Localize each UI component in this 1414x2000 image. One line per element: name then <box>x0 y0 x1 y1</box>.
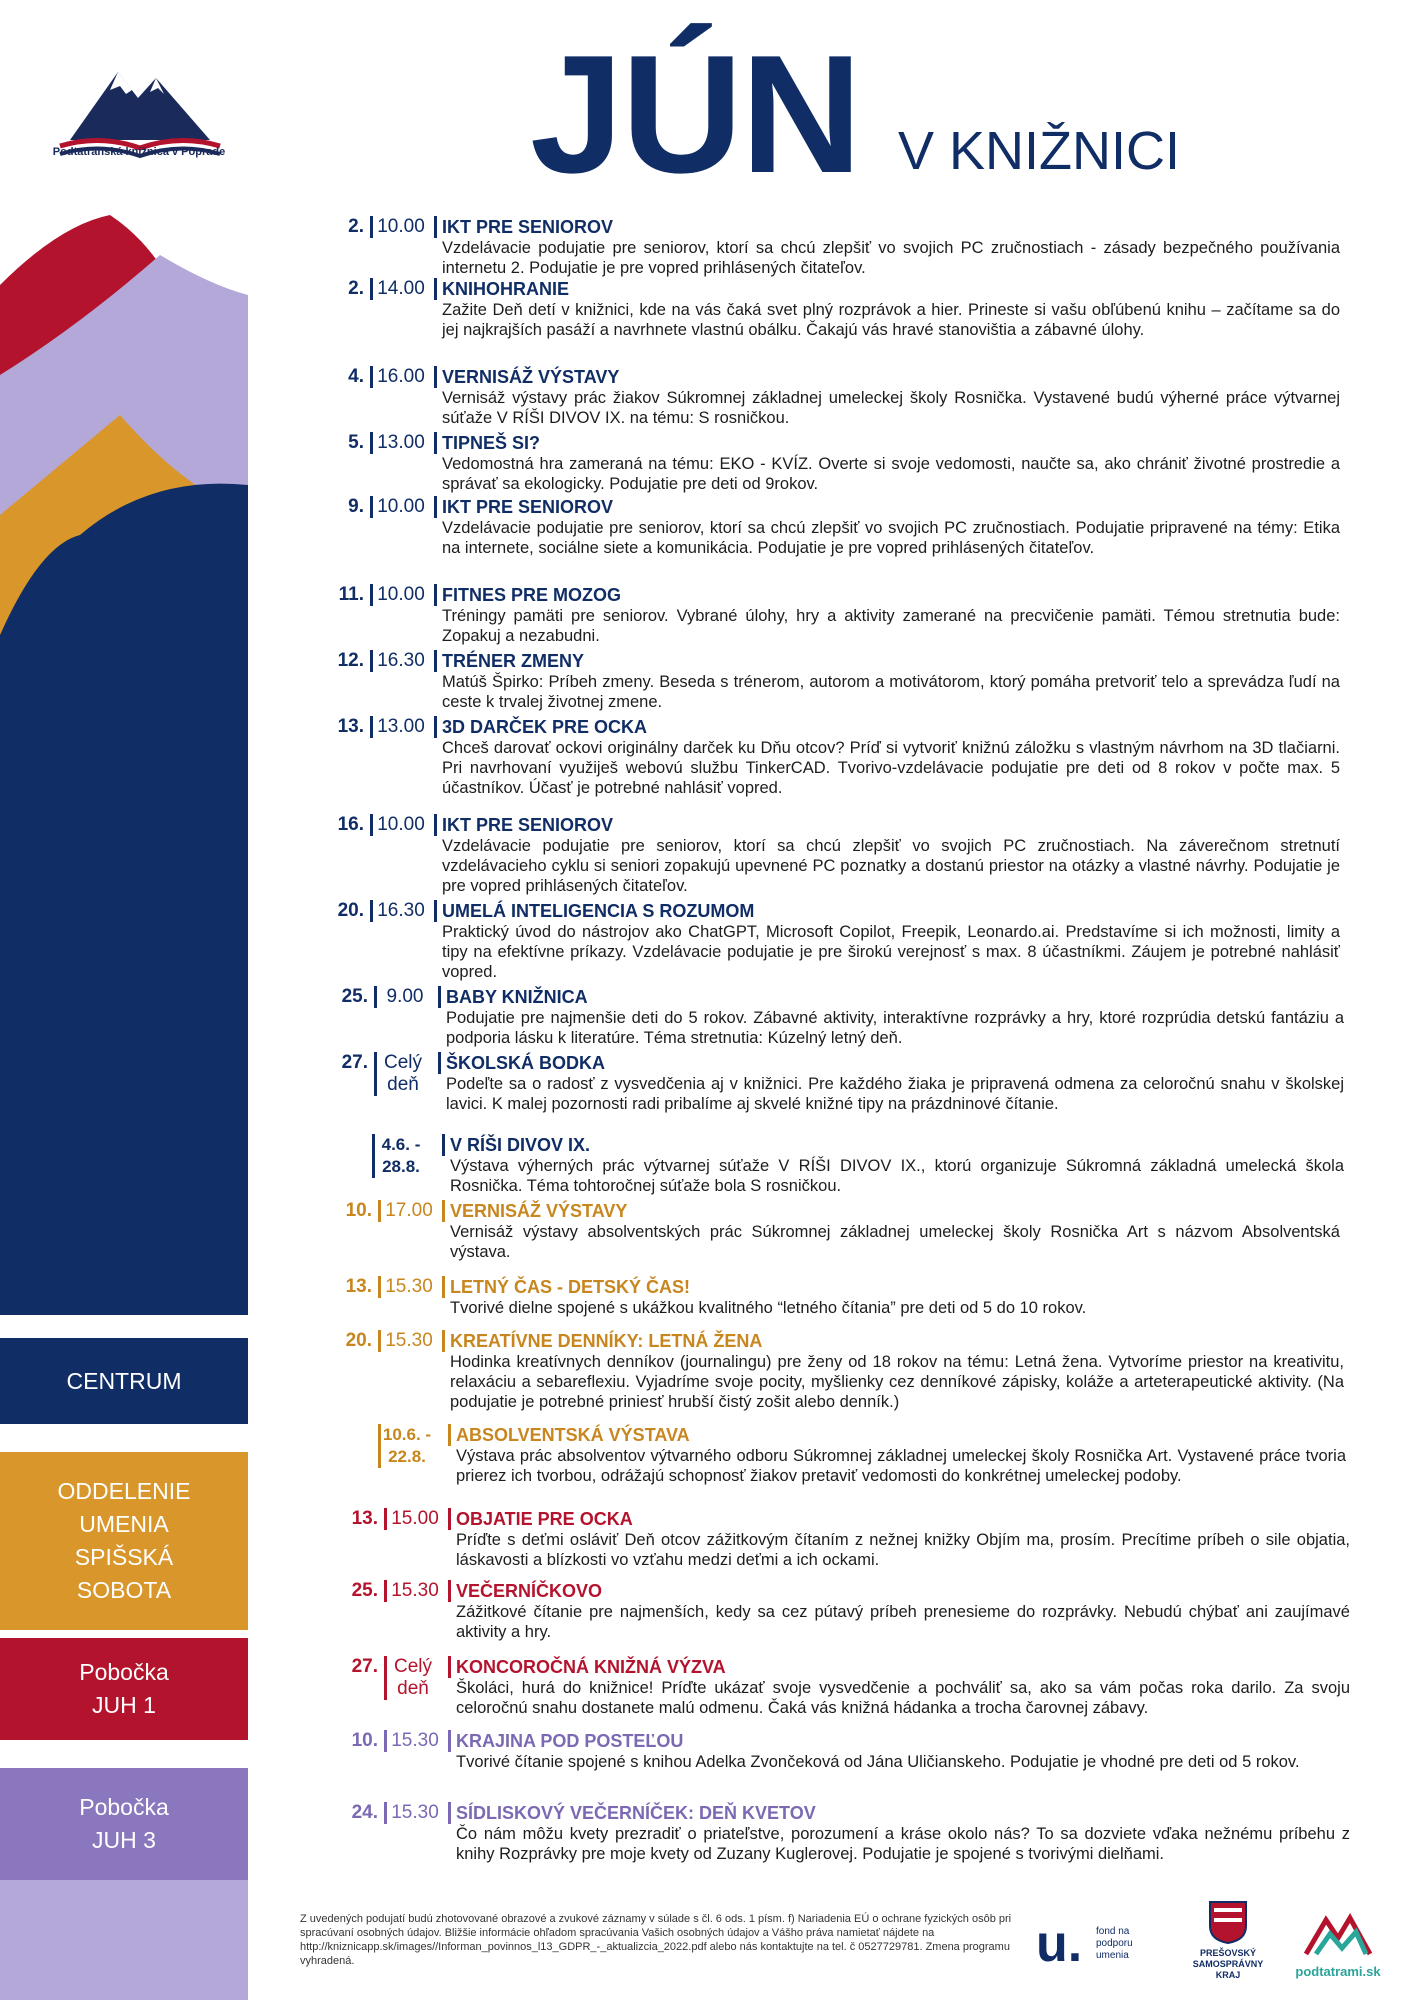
divider-line <box>434 216 437 238</box>
event-title: KREATÍVNE DENNÍKY: LETNÁ ŽENA <box>450 1331 763 1351</box>
event-time: Celý deň <box>393 1656 432 1699</box>
section-label: ODDELENIE <box>57 1478 191 1504</box>
event-description: Výstava prác absolventov výtvarného odboru Súkromnej základnej umeleckej školy Rosnička Art. Vystavené práce tvoria prierez ich tvorbou, odrážajú schopnosť žiakov pretaviť vedomosti do konkrétnej umeleckej podoby. <box>456 1447 1346 1485</box>
event-description: Matúš Špirko: Príbeh zmeny. Beseda s trénerom, autorom a motivátorom, ktorý pomáha pretvoriť telo a sprevádza ľudí na ceste k trvalej životnej zmene. <box>442 673 1340 711</box>
divider-line <box>448 1730 451 1752</box>
event-time: 15.30 <box>391 1580 439 1601</box>
section-label: SOBOTA <box>76 1577 172 1603</box>
divider-line <box>448 1424 451 1446</box>
event-title: TRÉNER ZMENY <box>442 651 585 671</box>
event-day: 13. <box>351 1508 378 1529</box>
event-day: 11. <box>338 584 364 605</box>
event-description: Vernisáž výstavy prác žiakov Súkromnej základnej umeleckej školy Rosnička. Vystavené budú výherné práce výtvarnej súťaže V RÍŠI DIVOV IX. na tému: S rosničkou. <box>442 389 1340 427</box>
section-juh3 <box>0 1768 248 1880</box>
divider-line <box>434 278 437 300</box>
event-day: 25. <box>351 1580 378 1601</box>
fund-logo <box>1036 1915 1156 1978</box>
divider-line <box>448 1802 451 1824</box>
divider-line <box>442 1330 445 1352</box>
event-time: 16.30 <box>377 900 425 921</box>
event-time: 10.00 <box>377 814 425 835</box>
event-time: 14.00 <box>377 278 425 299</box>
event-description: Podeľte sa o radosť z vysvedčenia aj v knižnici. Pre každého žiaka je pripravená odmena za celoročnú snahu v školskej lavici. K malej pozornosti radi pribalíme aj skvelé knižné tipy na prázdninové čítanie. <box>446 1075 1344 1113</box>
event-title: KNIHOHRANIE <box>442 279 570 299</box>
divider-line <box>434 366 437 388</box>
event-day: 12. <box>337 650 364 671</box>
divider-line <box>372 1134 375 1178</box>
event-description: Vzdelávacie podujatie pre seniorov, ktorí sa chcú zlepšiť vo svojich PC zručnostiach - zásady bezpečného používania internetu 2. Podujatie je pre vopred prihlásených čitateľov. <box>442 239 1340 277</box>
section-juh1 <box>0 1638 248 1740</box>
event-time: 17.00 <box>385 1200 433 1221</box>
event-day: 9. <box>348 496 364 517</box>
event-title: KONCOROČNÁ KNIŽNÁ VÝZVA <box>456 1657 726 1677</box>
event-day: 20. <box>337 900 364 921</box>
event-description: Vernisáž výstavy absolventských prác Súkromnej základnej umeleckej školy Rosnička Art s názvom Absolventská výstava. <box>450 1223 1340 1261</box>
page-title: JÚN <box>530 20 861 208</box>
event-time: 16.30 <box>377 650 425 671</box>
divider-line <box>438 1052 441 1074</box>
event-title: FITNES PRE MOZOG <box>442 585 622 605</box>
event-title: ŠKOLSKÁ BODKA <box>446 1053 606 1073</box>
event-title: OBJATIE PRE OCKA <box>456 1509 633 1529</box>
section-umenie <box>0 1452 248 1630</box>
event-day: 25. <box>341 986 368 1007</box>
event-time: 15.00 <box>391 1508 439 1529</box>
event-time: 9.00 <box>386 986 424 1007</box>
event-time: 13.00 <box>377 432 425 453</box>
divider-line <box>434 584 437 606</box>
event-title: SÍDLISKOVÝ VEČERNÍČEK: DEŇ KVETOV <box>456 1803 816 1823</box>
event-title: IKT PRE SENIOROV <box>442 815 614 835</box>
divider-line <box>442 1134 445 1156</box>
event-title: 3D DARČEK PRE OCKA <box>442 717 648 737</box>
divider-line <box>438 986 441 1008</box>
event-title: ABSOLVENTSKÁ VÝSTAVA <box>456 1425 690 1445</box>
event-description: Čo nám môžu kvety prezradiť o priateľstve, porozumení a kráse okolo nás? To sa dozviete vďaka nežnému príbehu z knihy Rozprávky pre moje kvety od Zuzany Kuglerovej. Podujatie je spojené s tvorivými dielňami. <box>456 1825 1350 1863</box>
event-title: KRAJINA POD POSTEĽOU <box>456 1731 684 1751</box>
divider-line <box>378 1424 381 1468</box>
divider-line <box>434 900 437 922</box>
event-title: TIPNEŠ SI? <box>442 433 541 453</box>
divider-line <box>434 432 437 454</box>
event-day: 13. <box>337 716 364 737</box>
event-day: 2. <box>348 278 364 299</box>
event-description: Školáci, hurá do knižnice! Príďte ukázať svoje vysvedčenie a pochváliť sa, ako sa vám počas roka darilo. Za svoju celoročnú snahu dostanete malú odmenu. Čaká vás knižná hádanka a trocha čarovnej zábavy. <box>456 1679 1350 1717</box>
event-description: Príďte s deťmi osláviť Deň otcov zážitkovým čítaním z nežnej knižky Objím ma, prosím. Precítime príbeh o sile objatia, láskavosti a blízkosti vo vzťahu medzi deťmi a ich ockami. <box>456 1531 1350 1569</box>
logo-text: Podtatranská knižnica v Poprade <box>52 146 226 158</box>
event-day: 4. <box>348 366 364 387</box>
event-day: 10. <box>345 1200 372 1221</box>
event-time: 15.30 <box>391 1730 439 1751</box>
event-time: 15.30 <box>391 1802 439 1823</box>
event-day: 24. <box>351 1802 378 1823</box>
divider-line <box>434 650 437 672</box>
event-day: 27. <box>341 1052 368 1073</box>
event-title: V RÍŠI DIVOV IX. <box>450 1135 591 1155</box>
event-day: 16. <box>337 814 364 835</box>
event-description: Vedomostná hra zameraná na tému: EKO - KVÍZ. Overte si svoje vedomosti, naučte sa, ako chrániť životné prostredie a správať sa ekologicky. Podujatie pre deti od 9rokov. <box>442 455 1340 493</box>
podtatrami-label: podtatrami.sk <box>1295 1964 1381 1979</box>
section-label: UMENIA <box>79 1511 169 1537</box>
event-description: Vzdelávacie podujatie pre seniorov, ktorí sa chcú zlepšiť vo svojich PC zručnostiach. Podujatie pripravené na témy: Etika na internete, sociálne siete a komunikácia. Podujatie je pre vopred prihlásených čitateľov. <box>442 519 1340 557</box>
event-day: 13. <box>345 1276 372 1297</box>
divider-line <box>434 496 437 518</box>
event-title: VERNISÁŽ VÝSTAVY <box>450 1201 628 1221</box>
event-day: 20. <box>345 1330 372 1351</box>
event-day: 5. <box>348 432 364 453</box>
divider-line <box>442 1276 445 1298</box>
event-time: 15.30 <box>385 1276 433 1297</box>
event-description: Praktický úvod do nástrojov ako ChatGPT, Microsoft Copilot, Freepik, Leonardo.ai. Predstavíme si ich možnosti, limity a tipy na efektívne príkazy. Vzdelávacie podujatie je pre širokú verejnosť s max. 8 účastníkmi. Záujem je potrebné nahlásiť vopred. <box>442 923 1340 981</box>
section-centrum <box>0 1338 248 1424</box>
event-time: 10.00 <box>377 584 425 605</box>
gdpr-notice: Z uvedených podujatí budú zhotovované obrazové a zvukové záznamy v súlade s čl. 6 ods. 1 písm. f) Nariadenia EÚ o ochrane fyzických osôb pri spracúvaní osobných údajov. Bližšie informácie ohľadom spracúvania Vašich osobných údajov a Vášho práva namietať nájdete na http://kniznicapp.sk/images//Informan_povinnos_l13_GDPR_-_aktualizcia_2022.pdf alebo nás kontaktujte na tel. č 0527729781. Zmena programu vyhradená. <box>300 1913 1012 1967</box>
event-time: 10.00 <box>377 496 425 517</box>
mountain-illustration <box>0 215 248 1315</box>
event-description: Tvorivé dielne spojené s ukážkou kvalitného “letného čítania” pre deti od 5 do 10 rokov. <box>450 1299 1087 1317</box>
event-title: UMELÁ INTELIGENCIA S ROZUMOM <box>442 901 755 921</box>
divider-line <box>448 1508 451 1530</box>
event-time: 10.00 <box>377 216 425 237</box>
event-description: Zážitkové čítanie pre najmenších, kedy sa cez pútavý príbeh prenesieme do rozprávky. Nebudú chýbať ani zaujímavé aktivity a hry. <box>456 1603 1350 1641</box>
event-time: 13.00 <box>377 716 425 737</box>
section-label: SPIŠSKÁ <box>74 1544 174 1570</box>
section-label: JUH 3 <box>92 1827 156 1853</box>
fund-label: fond na podporu umenia <box>1096 1926 1133 1961</box>
event-description: Chceš darovať ockovi originálny darček ku Dňu otcov? Príď si vytvoriť knižnú záložku s vlastným návrhom na 3D tlačiarni. Pri navrhovaní využiješ webovú službu TinkerCAD. Tvorivo-vzdelávacie podujatie pre deti od 8 rokov v počte max. 5 účastníkov. Účasť je potrebné nahlásiť vopred. <box>442 739 1340 797</box>
event-day: 2. <box>348 216 364 237</box>
coat-of-arms-icon <box>1208 1900 1248 1944</box>
page-subtitle: V KNIŽNICI <box>898 121 1181 181</box>
event-time: 16.00 <box>377 366 425 387</box>
mountains-icon <box>1302 1910 1374 1958</box>
divider-line <box>434 716 437 738</box>
divider-line <box>442 1200 445 1222</box>
event-title: VERNISÁŽ VÝSTAVY <box>442 367 620 387</box>
fund-mark-icon: u. <box>1036 1915 1083 1973</box>
event-time: 10.6. - 22.8. <box>382 1425 432 1466</box>
kraj-logo <box>1188 1900 1268 1990</box>
event-title: BABY KNIŽNICA <box>446 987 588 1007</box>
event-description: Zažite Deň detí v knižnici, kde na vás čaká svet plný rozprávok a hier. Prineste si vašu obľúbenú knihu – začítame sa do jej najkrajších pasáží a navrhnete vlastnú obálku. Čakajú vás hravé stanovištia a zábavné úlohy. <box>442 301 1340 339</box>
podtatrami-logo <box>1282 1910 1394 1992</box>
event-title: IKT PRE SENIOROV <box>442 217 614 237</box>
kraj-label: PREŠOVSKÝ SAMOSPRÁVNY KRAJ <box>1192 1948 1264 1980</box>
event-description: Podujatie pre najmenšie deti do 5 rokov. Zábavné aktivity, interaktívne rozprávky a hry, ktoré rozprúdia detskú fantáziu a podporia lásku k literatúre. Téma stretnutia: Kúzelný letný deň. <box>446 1009 1344 1047</box>
event-description: Tvorivé čítanie spojené s knihou Adelka Zvončeková od Jána Uličianskeho. Podujatie je vhodné pre deti od 5 rokov. <box>456 1753 1300 1771</box>
event-time: Celý deň <box>383 1052 422 1095</box>
divider-line <box>448 1580 451 1602</box>
divider-line <box>434 814 437 836</box>
event-title: IKT PRE SENIOROV <box>442 497 614 517</box>
event-title: VEČERNÍČKOVO <box>456 1581 603 1601</box>
event-day: 27. <box>351 1656 378 1677</box>
event-title: LETNÝ ČAS - DETSKÝ ČAS! <box>450 1277 691 1297</box>
event-description: Vzdelávacie podujatie pre seniorov, ktorí sa chcú zlepšiť vo svojich PC zručnostiach. Na záverečnom stretnutí vzdelávacieho cyklu si seniori zopakujú upevnené PC poznatky a dostanú priestor na otázky a vlastné návrhy. Podujatie je pre vopred prihlásených čitateľov. <box>442 837 1340 895</box>
divider-line <box>448 1656 451 1678</box>
section-label: JUH 1 <box>92 1692 156 1718</box>
event-day: 10. <box>351 1730 378 1751</box>
event-description: Hodinka kreatívnych denníkov (journalingu) pre ženy od 18 rokov na tému: Letná žena. Vytvoríme priestor na kreativitu, relaxáciu a sebareflexiu. Vyjadríme svoje pocity, myšlienky cez denníkové zápisky, koláže a arteterapeutické aktivity. (Na podujatie je potrebné priniesť hrubší čistý zošit alebo denník.) <box>450 1353 1344 1411</box>
section-label: Pobočka <box>79 1659 169 1685</box>
event-time: 15.30 <box>385 1330 433 1351</box>
section-label: Pobočka <box>79 1794 169 1820</box>
section-label: CENTRUM <box>66 1367 182 1394</box>
sidebar-bottom-band <box>0 1880 248 2000</box>
event-description: Výstava výherných prác výtvarnej súťaže V RÍŠI DIVOV IX., ktorú organizuje Súkromná základná umelecká škola Rosnička. Téma tohtoročnej súťaže bola S rosničkou. <box>450 1157 1344 1195</box>
event-description: Tréningy pamäti pre seniorov. Vybrané úlohy, hry a aktivity zamerané na precvičenie pamäti. Témou stretnutia bude: Zopakuj a nezabudni. <box>442 607 1340 645</box>
event-time: 4.6. - 28.8. <box>381 1135 421 1176</box>
